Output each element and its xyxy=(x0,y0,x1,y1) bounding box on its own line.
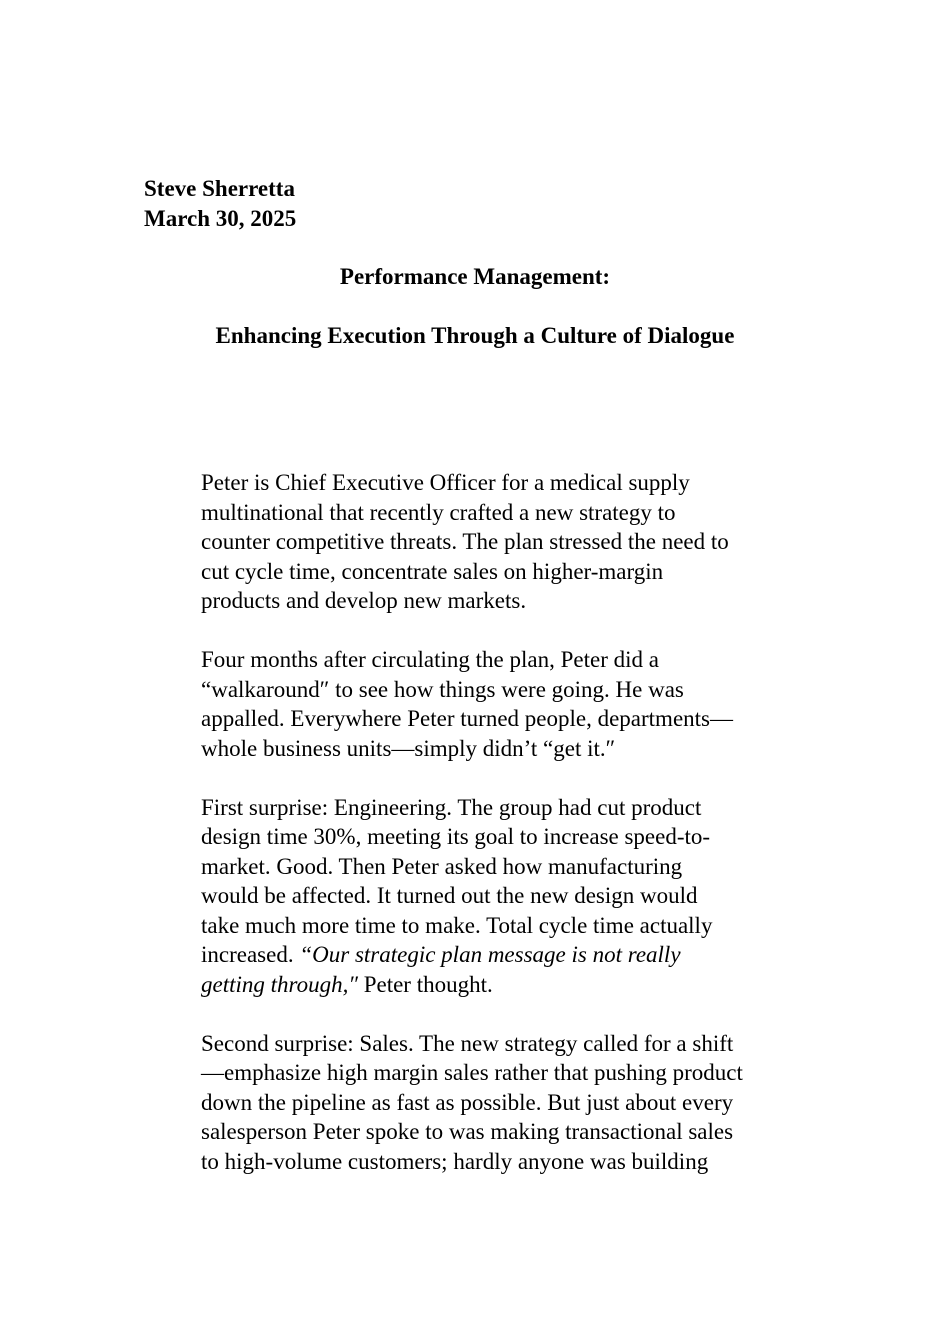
text-line: take much more time to make. Total cycle time actually xyxy=(201,912,713,938)
text-line: Second surprise: Sales. The new strategy called for a shift xyxy=(201,1030,734,1056)
paragraph-4 xyxy=(201,1029,811,1177)
text-line: would be affected. It turned out the new design would xyxy=(201,883,698,908)
plain-text: increased. xyxy=(201,942,300,967)
text-line: whole business units—simply didn’t “get it.″ xyxy=(201,735,616,761)
text-line: design time 30%, meeting its goal to increase speed-to- xyxy=(201,824,711,849)
text-line: Peter is Chief Executive Officer for a medical supply xyxy=(201,470,690,495)
text-line: salesperson Peter spoke to was making transactional sales xyxy=(201,1119,734,1144)
author-block xyxy=(144,174,296,234)
text-line: Four months after circulating the plan, Peter did a xyxy=(201,647,659,672)
paragraph-3 xyxy=(201,793,811,1000)
paragraph-1 xyxy=(201,468,811,616)
document-title: Performance Management: xyxy=(339,264,611,289)
text-line: counter competitive threats. The plan stressed the need to xyxy=(201,529,729,554)
text-line: “walkaround″ to see how things were going. He was xyxy=(201,676,684,702)
text-line: First surprise: Engineering. The group had cut product xyxy=(201,794,702,820)
text-line xyxy=(201,940,811,970)
text-line: cut cycle time, concentrate sales on higher-margin xyxy=(201,558,664,584)
document-body xyxy=(201,468,811,1206)
text-line xyxy=(201,970,811,1000)
document-date: March 30, 2025 xyxy=(144,206,297,231)
text-line: products and develop new markets. xyxy=(201,588,527,613)
author-name: Steve Sherretta xyxy=(144,176,295,201)
document-subtitle: Enhancing Execution Through a Culture of Dialogue xyxy=(215,323,735,348)
text-line: appalled. Everywhere Peter turned people, departments— xyxy=(201,706,733,731)
italic-quote: “Our strategic plan message is not really xyxy=(299,942,681,967)
paragraph-2 xyxy=(201,645,811,763)
text-line: —emphasize high margin sales rather that pushing product xyxy=(201,1060,743,1085)
text-line: down the pipeline as fast as possible. But just about every xyxy=(201,1089,734,1115)
text-line: market. Good. Then Peter asked how manufacturing xyxy=(201,853,683,879)
plain-text: Peter thought. xyxy=(357,971,493,997)
italic-quote: getting through,″ xyxy=(201,971,358,997)
text-line: multinational that recently crafted a new strategy to xyxy=(201,499,676,525)
text-line: to high-volume customers; hardly anyone was building xyxy=(201,1148,709,1174)
